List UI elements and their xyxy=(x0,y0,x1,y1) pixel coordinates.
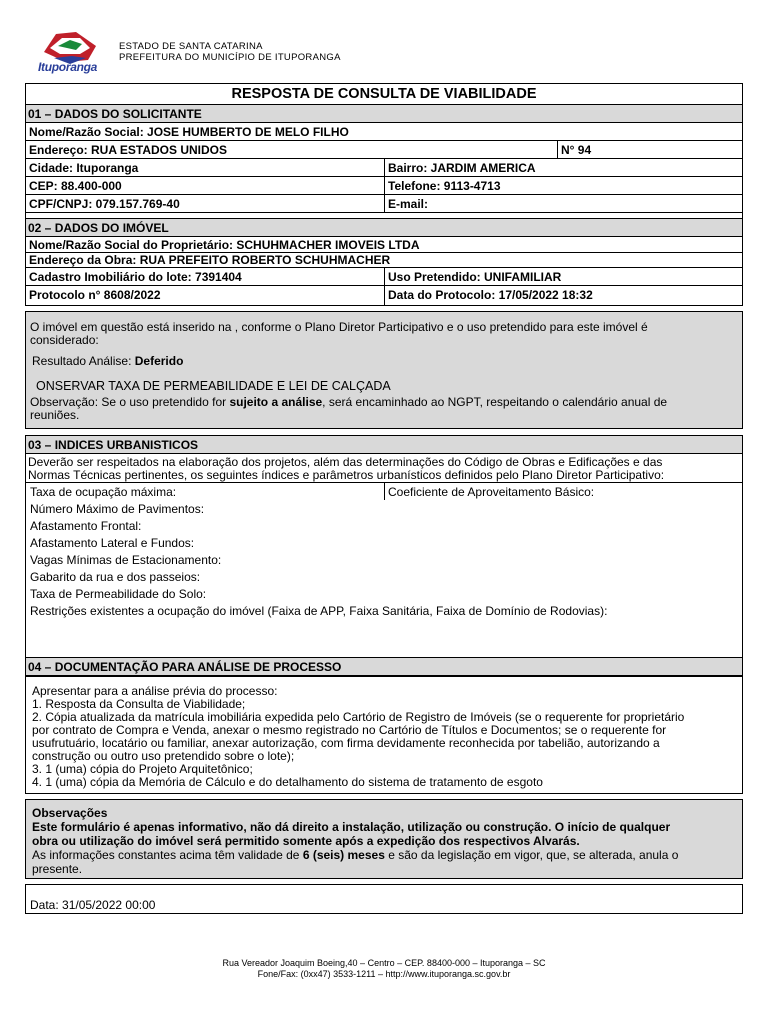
section4-heading: 04 – DOCUMENTAÇÃO PARA ANÁLISE DE PROCESSO xyxy=(28,660,342,674)
form-main xyxy=(25,83,743,306)
doc-line: 2. Cópia atualizada da matrícula imobiliária expedida pelo Cartório de Registro de Imóveis (se o requerente for proprietário xyxy=(32,710,685,724)
doc-line: 3. 1 (uma) cópia do Projeto Arquitetônico; xyxy=(32,762,253,776)
observations-bold-line2: obra ou utilização do imóvel será permitido somente após a expedição dos respectivos Alvarás. xyxy=(32,834,580,848)
taxa-ocupacao-label: Taxa de ocupação máxima: xyxy=(30,485,177,499)
section3-intro-line1: Deverão ser respeitados na elaboração dos projetos, além das determinações do Código de Obras e Edificações e das xyxy=(28,455,663,469)
obs-bold-text: sujeito a análise xyxy=(229,395,323,409)
footer-contact: Fone/Fax: (0xx47) 3533-1211 – http://www.ituporanga.sc.gov.br xyxy=(257,969,511,979)
solicitante-endereco: Endereço: RUA ESTADOS UNIDOS xyxy=(26,141,557,159)
solicitante-nome: Nome/Razão Social: JOSE HUMBERTO DE MELO FILHO xyxy=(26,123,742,141)
observations-info-line2: presente. xyxy=(32,862,83,876)
imovel-cadastro: Cadastro Imobiliário do lote: 7391404 xyxy=(26,268,384,286)
logo-text: Ituporanga xyxy=(38,60,97,74)
solicitante-cidade: Cidade: Ituporanga xyxy=(26,159,384,177)
index-item: Taxa de Permeabilidade do Solo: xyxy=(30,587,207,601)
form-title-row xyxy=(26,84,742,105)
analysis-text-line2: considerado: xyxy=(30,333,99,347)
obs-text: Observação: Se o uso pretendido for xyxy=(30,395,230,409)
section4-heading-box xyxy=(25,657,743,676)
document-date: Data: 31/05/2022 00:00 xyxy=(30,898,156,912)
state-name: ESTADO DE SANTA CATARINA xyxy=(119,41,263,52)
solicitante-bairro: Bairro: JARDIM AMERICA xyxy=(385,159,742,177)
index-item: Gabarito da rua e dos passeios: xyxy=(30,570,201,584)
solicitante-email: E-mail: xyxy=(385,195,742,213)
doc-line: por contrato de Compra e Venda, anexar o mesmo registrado no Cartório de Títulos e Documentos; se o requerente for xyxy=(32,723,667,737)
analysis-observation-line2: reuniões. xyxy=(30,408,80,422)
index-item: Afastamento Frontal: xyxy=(30,519,142,533)
result-label: Resultado Análise: xyxy=(32,354,132,368)
imovel-data-protocolo: Data do Protocolo: 17/05/2022 18:32 xyxy=(388,288,593,302)
section3-intro-line2: Normas Técnicas pertinentes, os seguintes índices e parâmetros urbanísticos definidos pelo Plano Diretor Participativo: xyxy=(28,468,665,482)
page-title: RESPOSTA DE CONSULTA DE VIABILIDADE xyxy=(231,86,537,102)
observations-bold-line1: Este formulário é apenas informativo, não dá direito a instalação, utilização ou construção. O início de qualquer xyxy=(32,820,671,834)
index-item: Restrições existentes a ocupação do imóvel (Faixa de APP, Faixa Sanitária, Faixa de Domínio de Rodovias): xyxy=(30,604,608,618)
prefecture-logo xyxy=(36,28,102,76)
result-value: Deferido xyxy=(134,354,184,368)
imovel-endereco-obra: Endereço da Obra: RUA PREFEITO ROBERTO SCHUHMACHER xyxy=(26,253,742,268)
index-item: Número Máximo de Pavimentos: xyxy=(30,502,205,516)
prefecture-name: PREFEITURA DO MUNICÍPIO DE ITUPORANGA xyxy=(119,52,341,63)
footer-address: Rua Vereador Joaquim Boeing,40 – Centro – CEP. 88400-000 – Ituporanga – SC xyxy=(222,958,546,968)
section4-box xyxy=(25,676,743,794)
date-box xyxy=(25,884,743,914)
doc-line: construção ou outro uso pretendido sobre o lote); xyxy=(32,749,295,763)
section2-heading-row xyxy=(26,219,742,237)
section3-heading: 03 – INDICES URBANISTICOS xyxy=(28,438,199,452)
info-bold-text: 6 (seis) meses xyxy=(302,848,385,862)
imovel-uso: Uso Pretendido: UNIFAMILIAR xyxy=(385,268,742,286)
index-item: Afastamento Lateral e Fundos: xyxy=(30,536,195,550)
section3-heading-row xyxy=(26,436,742,454)
info-text-end: e são da legislação em vigor, que, se alterada, anula o xyxy=(384,848,679,862)
section3-intro xyxy=(26,454,742,483)
section1-heading: 01 – DADOS DO SOLICITANTE xyxy=(28,107,202,121)
analysis-observation xyxy=(30,395,667,409)
doc-line: usufrutuário, locatário ou familiar, anexar autorização, com firma devidamente reconhecida por tabelião, autorizando a xyxy=(32,736,660,750)
section1-heading-row xyxy=(26,105,742,123)
doc-line: 1. Resposta da Consulta de Viabilidade; xyxy=(32,697,246,711)
imovel-protocolo: Protocolo n° 8608/2022 xyxy=(29,288,161,302)
observations-box xyxy=(25,799,743,879)
section3-box xyxy=(25,435,743,658)
analysis-result xyxy=(32,354,183,368)
observations-info xyxy=(32,848,678,862)
imovel-proprietario: Nome/Razão Social do Proprietário: SCHUHMACHER IMOVEIS LTDA xyxy=(26,237,742,253)
divider xyxy=(384,483,385,500)
analysis-text-line1: O imóvel em questão está inserido na , conforme o Plano Diretor Participativo e o uso pretendido para este imóvel é xyxy=(30,320,648,334)
solicitante-telefone: Telefone: 9113-4713 xyxy=(385,177,742,195)
observations-heading: Observações xyxy=(32,806,108,820)
obs-text-end: , será encaminhado ao NGPT, respeitando o calendário anual de xyxy=(322,395,668,409)
solicitante-cpf: CPF/CNPJ: 079.157.769-40 xyxy=(26,195,384,213)
analysis-box xyxy=(25,311,743,429)
section2-heading: 02 – DADOS DO IMÓVEL xyxy=(28,221,169,235)
solicitante-numero: N° 94 xyxy=(558,141,742,159)
doc-line: Apresentar para a análise prévia do processo: xyxy=(32,684,278,698)
doc-line: 4. 1 (uma) cópia da Memória de Cálculo e do detalhamento do sistema de tratamento de esgoto xyxy=(32,775,543,789)
index-item: Vagas Mínimas de Estacionamento: xyxy=(30,553,222,567)
coeficiente-label: Coeficiente de Aproveitamento Básico: xyxy=(388,485,595,499)
info-text: As informações constantes acima têm validade de xyxy=(32,848,303,862)
solicitante-cep: CEP: 88.400-000 xyxy=(26,177,384,195)
analysis-note: ONSERVAR TAXA DE PERMEABILIDADE E LEI DE CALÇADA xyxy=(36,379,391,393)
